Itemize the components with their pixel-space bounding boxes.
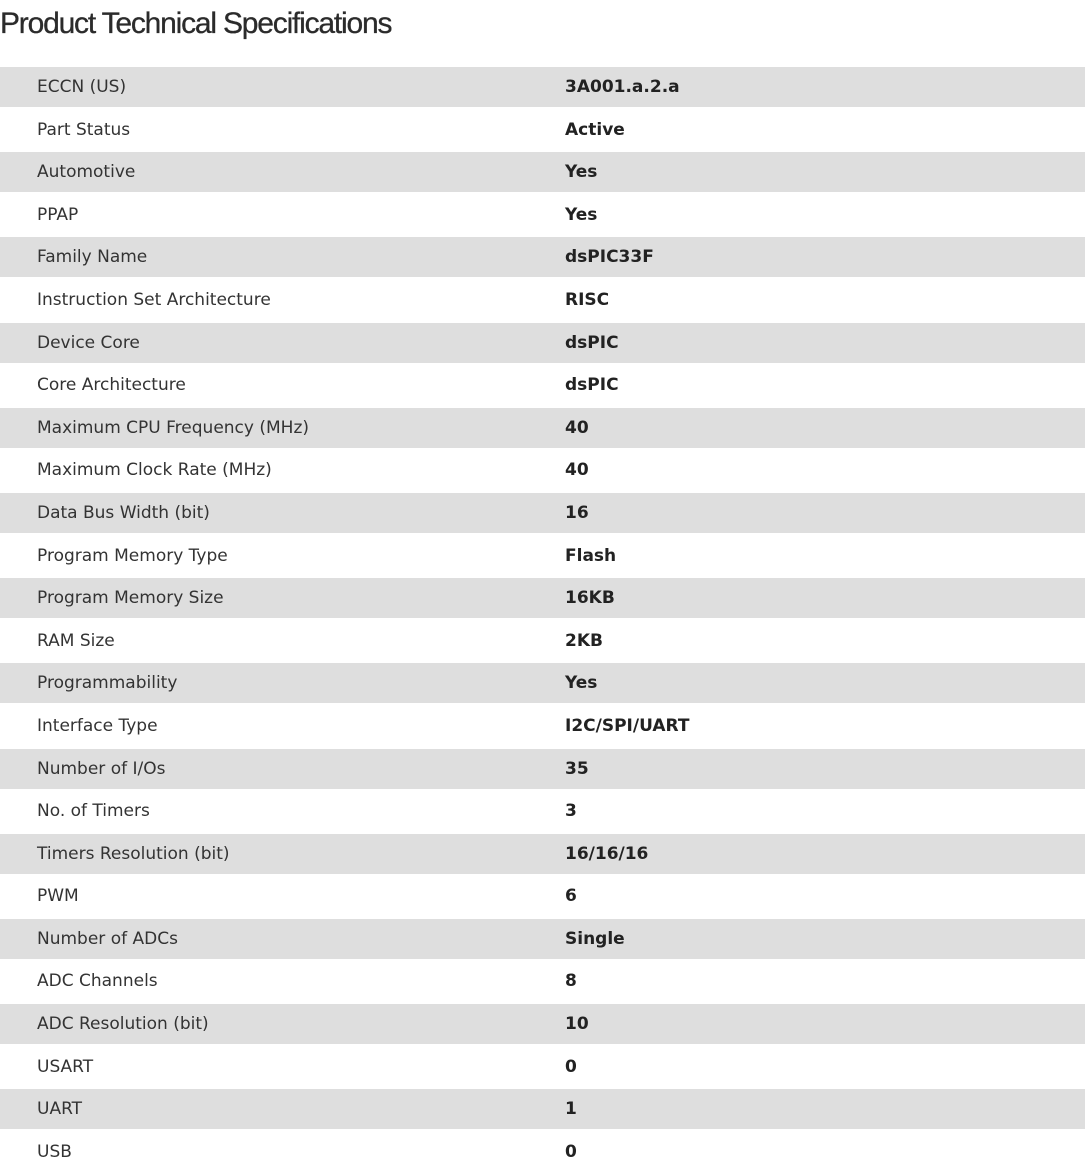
spec-label: Timers Resolution (bit) xyxy=(37,843,230,864)
spec-value: 8 xyxy=(565,971,577,992)
spec-label: Number of I/Os xyxy=(37,758,166,779)
spec-label: ECCN (US) xyxy=(37,77,127,97)
table-row xyxy=(0,193,1085,236)
spec-value: dsPIC xyxy=(565,332,619,353)
page-title: Product Technical Specifications xyxy=(0,7,392,40)
table-row xyxy=(0,834,1085,874)
spec-label: PPAP xyxy=(37,204,79,225)
spec-value: 16 xyxy=(565,502,589,523)
spec-value: Active xyxy=(565,119,625,140)
spec-label: USB xyxy=(37,1141,72,1162)
spec-value: 16KB xyxy=(565,588,615,609)
spec-value: 3 xyxy=(565,801,577,822)
spec-value: 0 xyxy=(565,1141,577,1162)
table-row xyxy=(0,790,1085,833)
table-row xyxy=(0,323,1085,363)
spec-value: I2C/SPI/UART xyxy=(565,715,690,736)
spec-value: 16/16/16 xyxy=(565,843,649,864)
spec-value: 3A001.a.2.a xyxy=(565,77,680,97)
spec-label: Program Memory Size xyxy=(37,588,224,609)
spec-label: Device Core xyxy=(37,332,140,353)
table-row xyxy=(0,279,1085,322)
spec-value: 35 xyxy=(565,758,589,779)
table-row xyxy=(0,1004,1085,1044)
spec-label: UART xyxy=(37,1099,83,1120)
spec-label: Automotive xyxy=(37,162,136,183)
spec-value: Single xyxy=(565,928,625,949)
spec-label: Family Name xyxy=(37,247,148,268)
spec-value: Flash xyxy=(565,545,617,566)
spec-value: Yes xyxy=(565,204,598,225)
spec-value: 6 xyxy=(565,886,577,907)
spec-label: ADC Resolution (bit) xyxy=(37,1014,209,1035)
spec-value: 10 xyxy=(565,1014,589,1035)
table-row xyxy=(0,619,1085,662)
table-row xyxy=(0,749,1085,789)
spec-label: USART xyxy=(37,1056,94,1077)
table-row xyxy=(0,1131,1085,1173)
table-row xyxy=(0,960,1085,1003)
table-row xyxy=(0,493,1085,533)
table-row xyxy=(0,67,1085,107)
spec-value: Yes xyxy=(565,673,598,694)
spec-label: Maximum CPU Frequency (MHz) xyxy=(37,417,309,438)
spec-value: dsPIC xyxy=(565,375,619,396)
spec-label: Number of ADCs xyxy=(37,928,178,949)
spec-label: Part Status xyxy=(37,119,131,140)
table-row xyxy=(0,152,1085,192)
spec-value: 1 xyxy=(565,1099,577,1120)
spec-label: Maximum Clock Rate (MHz) xyxy=(37,460,272,481)
spec-label: RAM Size xyxy=(37,630,115,651)
spec-label: Programmability xyxy=(37,673,178,694)
table-row xyxy=(0,237,1085,277)
spec-label: PWM xyxy=(37,886,79,907)
spec-label: Core Architecture xyxy=(37,375,186,396)
spec-value: 0 xyxy=(565,1056,577,1077)
spec-value: RISC xyxy=(565,289,610,310)
spec-value: 40 xyxy=(565,460,589,481)
table-row xyxy=(0,1089,1085,1129)
table-row xyxy=(0,364,1085,407)
spec-label: Interface Type xyxy=(37,715,158,736)
table-row xyxy=(0,705,1085,748)
spec-label: Program Memory Type xyxy=(37,545,228,566)
table-row xyxy=(0,875,1085,918)
table-row xyxy=(0,919,1085,959)
table-row xyxy=(0,1045,1085,1088)
table-row xyxy=(0,449,1085,492)
spec-label: ADC Channels xyxy=(37,971,158,992)
table-row xyxy=(0,534,1085,577)
spec-table xyxy=(0,67,1085,1173)
table-row xyxy=(0,108,1085,151)
spec-value: 40 xyxy=(565,417,589,438)
table-row xyxy=(0,663,1085,703)
spec-value: Yes xyxy=(565,162,598,183)
spec-label: Instruction Set Architecture xyxy=(37,289,271,310)
spec-value: dsPIC33F xyxy=(565,247,654,268)
table-row xyxy=(0,408,1085,448)
spec-label: No. of Timers xyxy=(37,801,150,822)
spec-value: 2KB xyxy=(565,630,603,651)
table-row xyxy=(0,578,1085,618)
spec-label: Data Bus Width (bit) xyxy=(37,502,210,523)
